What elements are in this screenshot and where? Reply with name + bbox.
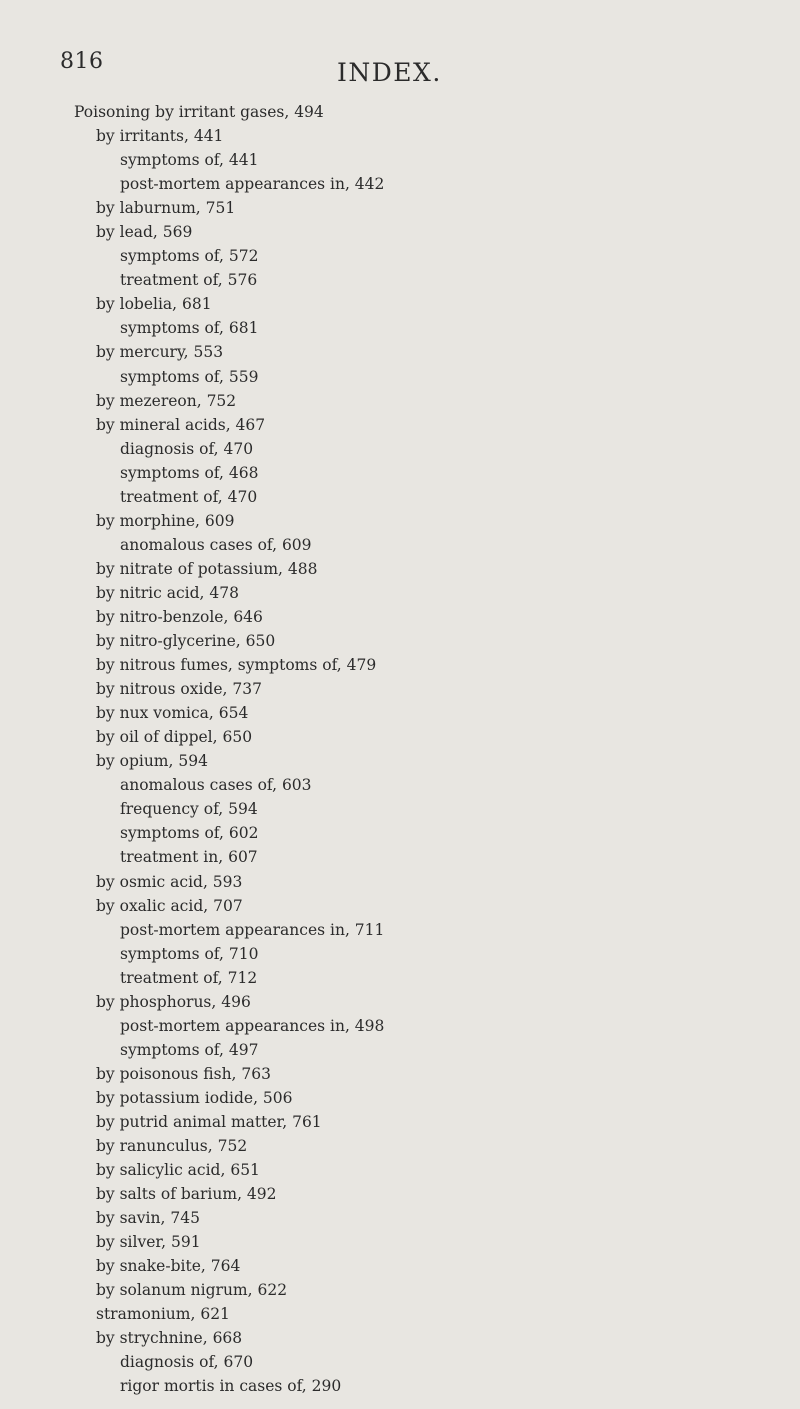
index-subentry: by salts of barium, 492 [96, 1185, 277, 1204]
index-sub-subentry: post-mortem appearances in, 498 [120, 1016, 385, 1035]
index-sub-subentry: symptoms of, 602 [120, 824, 259, 843]
index-sub-subentry: treatment of, 470 [120, 487, 258, 506]
index-subentry: by silver, 591 [96, 1233, 201, 1252]
index-subentry: by phosphorus, 496 [96, 992, 251, 1011]
index-subentry: by solanum nigrum, 622 [96, 1281, 288, 1300]
index-subentry: by irritants, 441 [96, 127, 224, 146]
index-subentry: by nitrous fumes, symptoms of, 479 [96, 656, 377, 675]
index-sub-subentry: symptoms of, 497 [120, 1040, 259, 1059]
index-sub-subentry: rigor mortis in cases of, 290 [120, 1377, 342, 1396]
index-entry-list [74, 100, 774, 1399]
index-subentry: by nitrous oxide, 737 [96, 680, 262, 699]
index-subentry: by savin, 745 [96, 1209, 200, 1228]
index-subentry: stramonium, 621 [96, 1305, 230, 1324]
index-subentry: by oxalic acid, 707 [96, 896, 243, 915]
index-sub-subentry: symptoms of, 572 [120, 247, 259, 266]
index-heading-entry: Poisoning by irritant gases, 494 [74, 103, 324, 121]
index-sub-subentry: frequency of, 594 [120, 800, 258, 819]
index-subentry: by opium, 594 [96, 752, 208, 771]
index-subentry: by nitro-glycerine, 650 [96, 632, 276, 651]
index-sub-subentry: anomalous cases of, 603 [120, 776, 312, 795]
index-subentry: by snake-bite, 764 [96, 1257, 241, 1276]
index-subentry: by lead, 569 [96, 223, 193, 242]
index-subentry: by strychnine, 668 [96, 1329, 243, 1348]
index-sub-subentry: treatment in, 607 [120, 848, 258, 867]
index-subentry: by poisonous fish, 763 [96, 1064, 271, 1083]
index-sub-subentry: symptoms of, 710 [120, 944, 259, 963]
index-sub-subentry: symptoms of, 441 [120, 151, 259, 170]
index-sub-subentry: symptoms of, 468 [120, 463, 259, 482]
index-sub-subentry: diagnosis of, 670 [120, 1353, 254, 1372]
index-subentry: by morphine, 609 [96, 511, 235, 530]
index-subentry: by lobelia, 681 [96, 295, 212, 314]
index-subentry: by mercury, 553 [96, 343, 224, 362]
index-subentry: by mezereon, 752 [96, 391, 237, 410]
index-subentry: by ranunculus, 752 [96, 1137, 248, 1156]
index-subentry: by putrid animal matter, 761 [96, 1112, 322, 1131]
index-subentry: by potassium iodide, 506 [96, 1088, 293, 1107]
running-head: INDEX. [337, 58, 442, 87]
index-subentry: by nitric acid, 478 [96, 583, 239, 602]
index-sub-subentry: symptoms of, 559 [120, 367, 259, 386]
index-subentry: by oil of dippel, 650 [96, 728, 253, 747]
index-subentry: by nitrate of potassium, 488 [96, 559, 318, 578]
index-sub-subentry: post-mortem appearances in, 711 [120, 920, 385, 939]
index-sub-subentry: treatment of, 576 [120, 271, 258, 290]
index-subentry: by osmic acid, 593 [96, 872, 243, 891]
page-number: 816 [60, 49, 104, 74]
index-subentry: by nitro-benzole, 646 [96, 607, 263, 626]
index-subentry: by laburnum, 751 [96, 199, 236, 218]
index-subentry: by mineral acids, 467 [96, 415, 266, 434]
index-sub-subentry: treatment of, 712 [120, 968, 258, 987]
index-subentry: by salicylic acid, 651 [96, 1161, 260, 1180]
index-sub-subentry: anomalous cases of, 609 [120, 535, 312, 554]
index-sub-subentry: post-mortem appearances in, 442 [120, 175, 385, 194]
index-subentry: by nux vomica, 654 [96, 704, 249, 723]
index-sub-subentry: diagnosis of, 470 [120, 439, 254, 458]
index-sub-subentry: symptoms of, 681 [120, 319, 259, 338]
